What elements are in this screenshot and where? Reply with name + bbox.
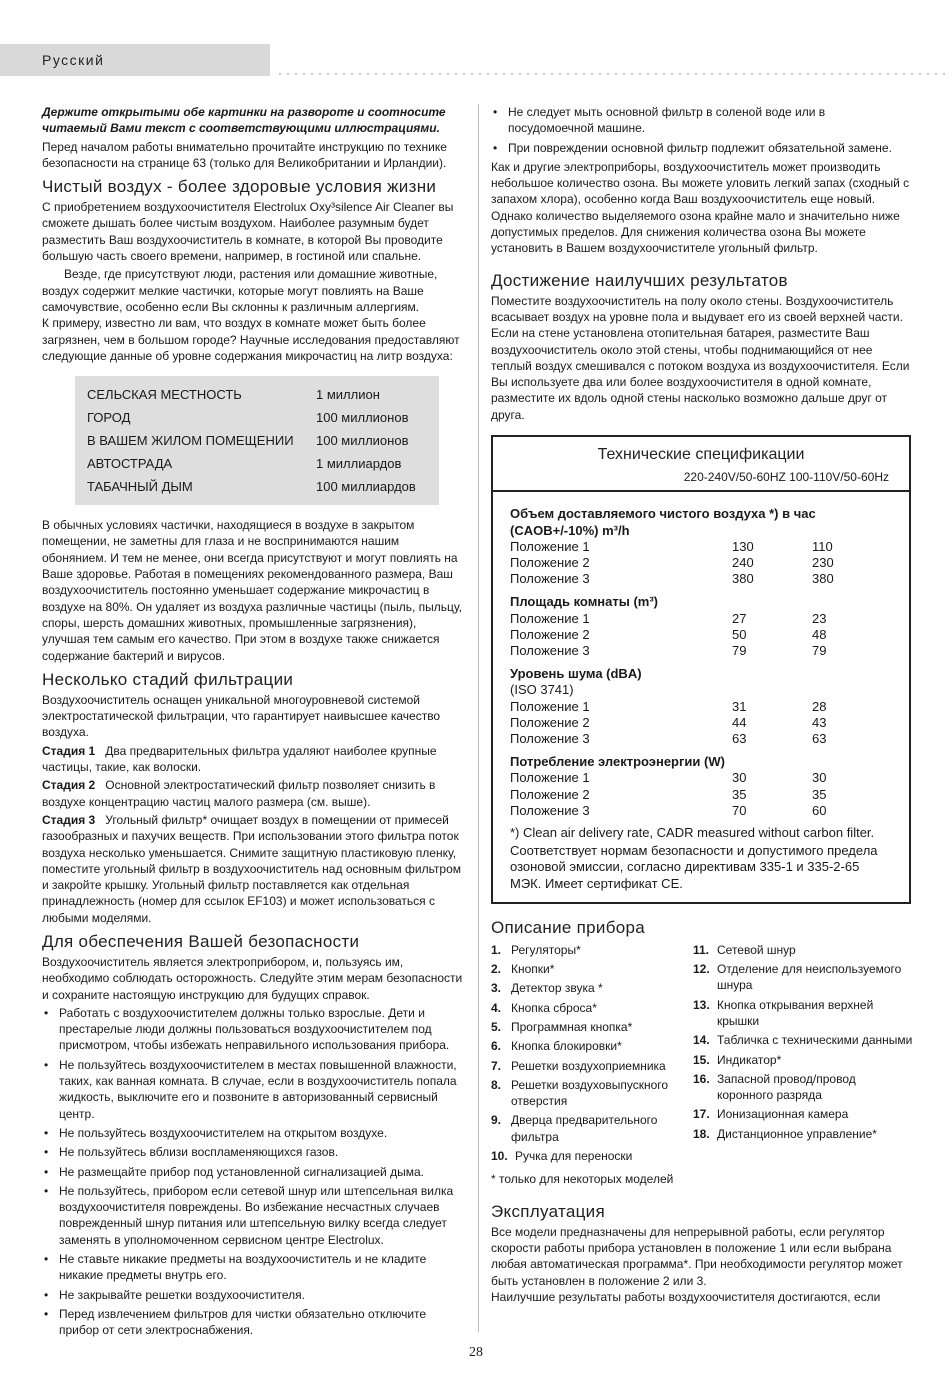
part-number: 11. (693, 942, 710, 957)
spec-row (510, 715, 892, 731)
spec-value-110: 30 (812, 770, 827, 786)
clean-air-paragraph-1: С приобретением воздухоочистителя Electrolux Oxy³silence Air Cleaner вы сможете дышать более чистым воздухом. Наиболее разумным будет разместить Ваш воздухоочиститель в комнате, в которой Вы проводите большую часть своего времени, например, в гостиной или спальне. (42, 200, 454, 264)
spec-row (510, 627, 892, 643)
part-name: Кнопка открывания верхней крышки (717, 997, 874, 1028)
part-number: 6. (491, 1039, 502, 1054)
safety-list (42, 1005, 466, 1339)
part-number: 16. (693, 1071, 710, 1086)
spec-key: Положение 2 (510, 554, 590, 570)
part-name: Дверца предварительного фильтра (511, 1113, 658, 1144)
part-name: Индикатор* (717, 1052, 782, 1067)
filter-care-list (491, 104, 913, 156)
spec-value-110: 60 (812, 802, 827, 818)
right-column (491, 104, 913, 1307)
stage-3-text: Угольный фильтр* очищает воздух в помещении от примесей газообразных и пахучих веществ. При использовании этого фильтра поток воздуха несколько уменьшается. Снимите защитную пластиковую пленку, поместите угольный фильтр в воздухоочиститель над основным фильтром и закройте крышку. Угольный фильтр поставляется как отдельная принадлежность (номер для ссылок EF103) и может использоваться с любыми моделями. (42, 812, 461, 925)
spec-value-220: 31 (732, 698, 747, 714)
spec-value-220: 27 (732, 610, 747, 626)
filter-care-item: • Не следует мыть основной фильтр в соленой воде или в посудомоечной машине. (491, 104, 913, 137)
particle-place: В ВАШЕМ ЖИЛОМ ПОМЕЩЕНИИ (87, 433, 294, 449)
spec-value-220: 79 (732, 642, 747, 658)
particle-row (87, 475, 439, 498)
stage-1-label: Стадия 1 (42, 743, 96, 758)
clean-air-paragraph-2: Везде, где присутствуют люди, растения или домашние животные, воздух содержит мелкие частички, которые могут повлиять на Ваше самочувствие, особенно если Вы склонны к различным аллергиям. (42, 267, 438, 314)
clean-air-paragraph-3: К примеру, известно ли вам, что воздух в комнате может быть более загрязнен, чем в большом городе? Научные исследования предоставляют следующие данные об уровне содержания микрочастиц на литр воздуха: (42, 316, 460, 363)
safety-heading: Для обеспечения Вашей безопасности (42, 931, 360, 951)
particle-place: ГОРОД (87, 410, 131, 426)
part-item (693, 1032, 913, 1048)
spec-section-title: Объем доставляемого чистого воздуха *) в час (CAOB+/-10%) m³/h (510, 506, 816, 538)
spec-key: Положение 3 (510, 802, 590, 818)
spec-section-noise (510, 666, 892, 747)
header-dotted-rule (276, 72, 946, 76)
part-item (693, 1106, 913, 1122)
spec-header (493, 437, 909, 492)
safety-item: • Не пользуйтесь вблизи воспламеняющихся газов. (42, 1144, 466, 1160)
particle-amount: 1 миллион (316, 387, 380, 403)
spec-row (510, 555, 892, 571)
part-item (491, 961, 691, 977)
particle-amount: 100 миллионов (316, 433, 409, 449)
stage-3-label: Стадия 3 (42, 812, 96, 827)
best-results-heading: Достижение наилучших результатов (491, 270, 788, 290)
part-item (491, 942, 691, 958)
spec-row (510, 539, 892, 555)
stage-3 (42, 812, 466, 926)
part-item (491, 1112, 691, 1145)
particle-amount: 100 миллиардов (316, 479, 416, 495)
part-item (491, 1038, 691, 1054)
part-item (693, 942, 913, 958)
part-number: 7. (491, 1058, 502, 1073)
spec-value-110: 35 (812, 786, 827, 802)
spec-box (491, 435, 911, 904)
part-number: 17. (693, 1107, 710, 1122)
safety-item: • Не пользуйтесь воздухоочистителем в местах повышенной влажности, таких, как ванная комната. В случае, если в воздухоочиститель попала жидкость, выключите его и позвоните в авторизованный сервисный центр. (42, 1057, 466, 1122)
safety-item: • Работать с воздухоочистителем должны только взрослые. Дети и престарелые люди должны пользоваться воздухоочистителем под присмотром, чтобы избежать неправильного использования прибора. (42, 1005, 466, 1054)
spec-value-220: 50 (732, 626, 747, 642)
particle-row (87, 406, 439, 429)
particle-amount: 1 миллиардов (316, 456, 402, 472)
description-heading: Описание прибора (491, 917, 645, 937)
spec-section-subtitle: (ISO 3741) (510, 682, 574, 698)
part-item (491, 1077, 691, 1110)
spec-body (493, 492, 909, 901)
part-name: Ручка для переноски (515, 1149, 633, 1164)
spec-key: Положение 3 (510, 642, 590, 658)
part-name: Решетки воздуховыпускного отверстия (511, 1077, 669, 1109)
stage-2-text: Основной электростатический фильтр позволяет снизить в воздухе концентрацию частиц малого размера (см. выше). (42, 778, 436, 809)
spec-key: Положение 1 (510, 698, 590, 714)
part-number: 8. (491, 1077, 502, 1092)
part-name: Программная кнопка* (511, 1020, 633, 1034)
spec-key: Положение 1 (510, 538, 590, 554)
particle-row (87, 429, 439, 452)
spec-row (510, 770, 892, 786)
part-name: Кнопка блокировки* (511, 1039, 622, 1054)
safety-item: • Не размещайте прибор под установленной сигнализацией дыма. (42, 1164, 466, 1180)
spec-value-220: 30 (732, 770, 747, 786)
spec-value-110: 23 (812, 610, 827, 626)
spec-value-220: 44 (732, 714, 747, 730)
particle-table (75, 376, 439, 505)
parts-list-col-1 (491, 942, 691, 1168)
safety-item: • Не ставьте никакие предметы на воздухоочиститель и не кладите никакие предметы внутрь его. (42, 1251, 466, 1284)
ozone-paragraph: Как и другие электроприборы, воздухоочиститель может производить небольшое количество озона. Вы можете уловить легкий запах (сходный с запахом хлора), особенно когда Ваш воздухоочиститель еще новый. Однако количество выделяемого озона крайне мало и значительно ниже допустимых пределов. Для снижения количества озона Вы можете установить в Вашем воздухоочистителе угольный фильтр. (491, 159, 910, 256)
spec-key: Положение 3 (510, 571, 590, 587)
stage-2 (42, 777, 466, 810)
part-number: 14. (693, 1033, 710, 1048)
part-item (693, 1071, 913, 1104)
part-item (491, 1148, 691, 1164)
part-name: Детектор звука * (511, 981, 603, 996)
safety-item: • Перед извлечением фильтров для чистки обязательно отключите прибор от сети электроснабжения. (42, 1306, 466, 1339)
spec-value-110: 63 (812, 730, 827, 746)
spec-compliance: Соответствует нормам безопасности и допустимого предела озоновой эмиссии, согласно директивам 335-1 и 335-2-65 МЭК. Имеет сертификат CE. (510, 843, 878, 891)
part-number: 15. (693, 1052, 710, 1067)
safety-item: • Не пользуйтесь, прибором если сетевой шнур или штепсельная вилка воздухоочистителя повреждены. Во избежание несчастных случаев поврежденный шнур питания или штепсельную вилку всегда следует заменять в уполномоченном сервисном центре Electrolux. (42, 1183, 466, 1248)
spec-row (510, 611, 892, 627)
particle-place: СЕЛЬСКАЯ МЕСТНОСТЬ (87, 387, 242, 403)
part-name: Регуляторы* (511, 942, 581, 957)
spec-row (510, 571, 892, 587)
part-number: 5. (491, 1020, 502, 1034)
spec-value-220: 63 (732, 730, 747, 746)
stage-2-label: Стадия 2 (42, 778, 96, 793)
part-number: 12. (693, 962, 710, 977)
part-item (693, 1126, 913, 1142)
part-number: 2. (491, 962, 502, 977)
spec-row (510, 731, 892, 747)
part-item (491, 1019, 691, 1035)
particle-place: ТАБАЧНЫЙ ДЫМ (87, 479, 193, 495)
spec-row (510, 803, 892, 819)
parts-footnote: * только для некоторых моделей (491, 1172, 674, 1187)
spec-voltage: 220-240V/50-60HZ 100-110V/50-60Hz (683, 470, 889, 485)
page-number: 28 (469, 1345, 483, 1360)
part-name: Дистанционное управление* (717, 1126, 877, 1141)
spec-value-110: 110 (812, 538, 833, 554)
language-label: Русский (42, 52, 105, 68)
part-number: 18. (693, 1126, 710, 1141)
particle-row (87, 383, 439, 406)
spec-value-110: 380 (812, 571, 834, 587)
part-name: Сетевой шнур (717, 942, 796, 957)
intro-bold-note: Держите открытыми обе картинки на развороте и соотносите читаемый Вами текст с соответствующими иллюстрациями. (42, 105, 446, 136)
part-number: 4. (491, 1000, 502, 1015)
spec-section-title: Потребление электроэнергии (W) (510, 754, 725, 770)
particle-row (87, 452, 439, 475)
part-item (491, 980, 691, 996)
operation-paragraph-2: Наилучшие результаты работы воздухоочистителя достигаются, если (491, 1289, 881, 1304)
part-item (491, 1000, 691, 1016)
after-table-paragraph: В обычных условиях частички, находящиеся в воздухе в закрытом помещении, не заметны для глаза и не воспринимаются нашим обонянием. И тем не менее, они всегда присутствуют и могут повлиять на Ваше здоровье. Работая в помещениях рекомендованного размера, Ваш воздухоочиститель постоянно уменьшает содержание микрочастиц в воздухе на 80%. Он удаляет из воздуха различные частицы (пыль, пыльцу, споры, шерсть домашних животных, промышленные загрязнения), улучшая тем самым его качество. При этом в воздухе также снижается содержание бактерий и вирусов. (42, 518, 462, 663)
part-number: 9. (491, 1113, 502, 1128)
spec-value-220: 35 (732, 786, 747, 802)
filter-care-item: • При повреждении основной фильтр подлежит обязательной замене. (491, 140, 913, 156)
part-item (491, 1058, 691, 1074)
spec-key: Положение 2 (510, 786, 590, 802)
part-name: Решетки воздухоприемника (511, 1058, 666, 1073)
spec-row (510, 643, 892, 659)
part-item (693, 961, 913, 994)
spec-value-110: 28 (812, 698, 827, 714)
part-name: Кнопка сброса* (511, 1000, 597, 1015)
best-results-paragraph: Поместите воздухоочиститель на полу около стены. Воздухоочиститель всасывает воздух на уровне пола и выдувает его из своей верхней части. Если на стене установлена отопительная батарея, разместите Ваш воздухоочиститель около этой стены, чтобы поднимающийся от нее теплый воздух смешивался с потоком воздуха из воздухоочистителя. Если Вы используете два или более воздухоочистителя в одной комнате, разместите их вдоль одной стены насколько возможно дальше друг от друга. (491, 293, 910, 422)
filtration-paragraph: Воздухоочиститель оснащен уникальной многоуровневой системой электростатической фильтрации, что гарантирует наивысшее качество воздуха. (42, 692, 441, 740)
part-item (693, 997, 913, 1030)
spec-value-110: 48 (812, 626, 827, 642)
filtration-heading: Несколько стадий фильтрации (42, 669, 294, 689)
part-name: Отделение для неиспользуемого шнура (717, 962, 902, 993)
safety-item: • Не закрывайте решетки воздухоочистителя. (42, 1287, 466, 1303)
particle-place: АВТОСТРАДА (87, 456, 173, 472)
spec-value-220: 70 (732, 802, 747, 818)
parts-list (491, 942, 913, 1168)
stage-1-text: Два предварительных фильтра удаляют наиболее крупные частицы, такие, как волоски. (42, 743, 437, 775)
parts-list-col-2 (693, 942, 913, 1168)
part-name: Запасной провод/провод коронного разряда (717, 1071, 856, 1103)
spec-key: Положение 3 (510, 730, 590, 746)
spec-section-title: Уровень шума (dBA) (510, 666, 642, 682)
stage-1 (42, 743, 466, 776)
spec-section-power (510, 754, 892, 819)
spec-key: Положение 2 (510, 626, 590, 642)
particle-amount: 100 миллионов (316, 410, 409, 426)
spec-value-220: 380 (732, 571, 754, 587)
operation-paragraph: Все модели предназначены для непрерывной работы, если регулятор скорости работы прибора установлен в положение 1 или если выбрана любая автоматическая программа*. При необходимости регулятор может быть установлен в положение 2 или 3. (491, 1224, 903, 1288)
column-separator (478, 104, 479, 1332)
spec-key: Положение 1 (510, 770, 590, 786)
clean-air-heading: Чистый воздух - более здоровые условия жизни (42, 177, 437, 197)
spec-section-airflow (510, 506, 892, 587)
part-name: Кнопки* (511, 962, 555, 977)
spec-section-title: Площадь комнаты (m³) (510, 594, 659, 610)
spec-title: Технические спецификации (597, 446, 805, 464)
safety-paragraph: Воздухоочиститель является электроприбором, и, пользуясь им, необходимо соблюдать осторожность. Следуйте этим мерам безопасности и сохраните настоящую инструкцию для будущих справок. (42, 954, 463, 1002)
part-name: Табличка с техническими данными (717, 1033, 913, 1048)
part-name: Ионизационная камера (717, 1107, 849, 1122)
spec-row (510, 699, 892, 715)
language-header-tab (0, 44, 270, 76)
spec-value-220: 240 (732, 554, 754, 570)
safety-item: • Не пользуйтесь воздухоочистителем на открытом воздухе. (42, 1125, 466, 1141)
spec-key: Положение 2 (510, 714, 590, 730)
operation-heading: Эксплуатация (491, 1201, 605, 1221)
part-number: 3. (491, 981, 502, 996)
spec-value-110: 230 (812, 554, 834, 570)
spec-value-110: 43 (812, 714, 827, 730)
spec-section-room-area (510, 594, 892, 659)
spec-value-110: 79 (812, 642, 827, 658)
part-number: 13. (693, 997, 710, 1012)
spec-key: Положение 1 (510, 610, 590, 626)
intro-safety-note: Перед началом работы внимательно прочитайте инструкцию по технике безопасности на странице 63 (только для Великобритании и Ирландии). (42, 139, 447, 170)
part-item (693, 1052, 913, 1068)
spec-footnote: *) Clean air delivery rate, CADR measured without carbon filter. (510, 825, 875, 840)
spec-value-220: 130 (732, 538, 754, 554)
part-number: 1. (491, 942, 502, 957)
spec-row (510, 787, 892, 803)
part-number: 10. (491, 1149, 508, 1164)
left-column (42, 104, 466, 1342)
